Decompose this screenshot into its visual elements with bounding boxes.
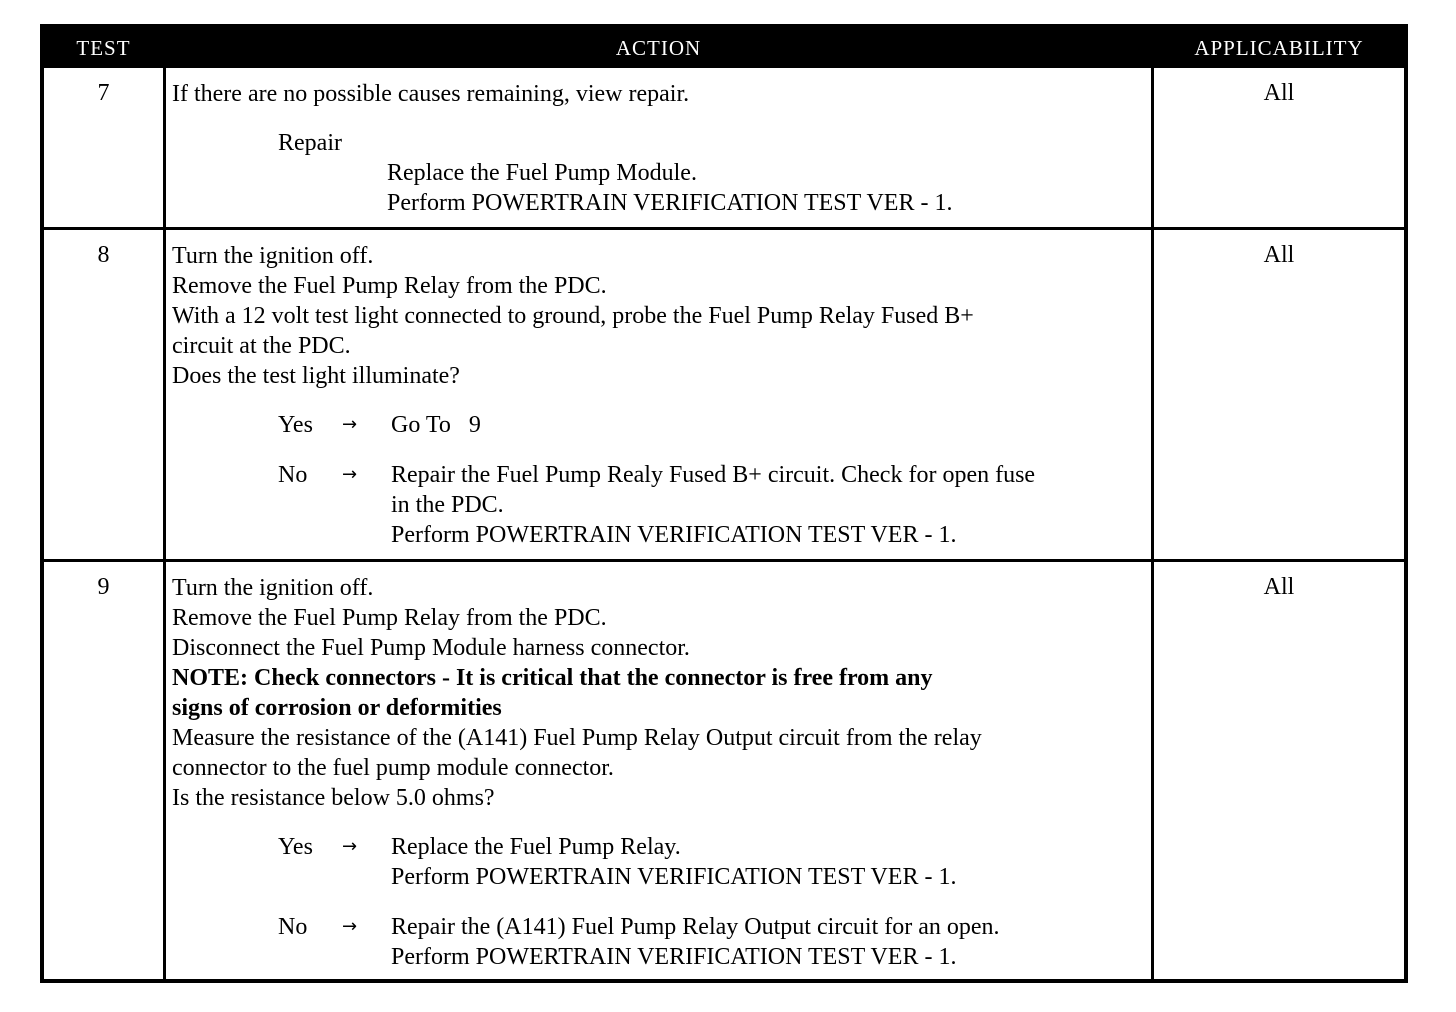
header-test: TEST — [76, 36, 131, 60]
arrow-icon: → — [342, 916, 358, 937]
action-line: Disconnect the Fuel Pump Module harness connector. — [172, 635, 690, 661]
no-result: Repair the Fuel Pump Realy Fused B+ circuit. Check for open fuse — [391, 462, 1036, 488]
no-result: Repair the (A141) Fuel Pump Relay Output circuit for an open. — [391, 914, 1000, 940]
test-number: 8 — [97, 242, 110, 268]
note-line: signs of corrosion or deformities — [172, 695, 502, 721]
action-line: With a 12 volt test light connected to ground, probe the Fuel Pump Relay Fused B+ — [172, 303, 974, 329]
applicability-value: All — [1263, 242, 1295, 268]
action-line: Turn the ignition off. — [172, 243, 374, 269]
arrow-icon: → — [342, 836, 358, 857]
yes-result: Replace the Fuel Pump Relay. — [391, 834, 681, 860]
arrow-icon: → — [342, 414, 358, 435]
action-line: If there are no possible causes remaining, view repair. — [172, 81, 690, 107]
yes-result: Go To 9 — [391, 412, 481, 438]
no-label: No — [278, 914, 308, 940]
applicability-value: All — [1263, 574, 1295, 600]
action-line: Remove the Fuel Pump Relay from the PDC. — [172, 605, 607, 631]
test-number: 7 — [97, 80, 110, 106]
repair-line: Replace the Fuel Pump Module. — [387, 160, 697, 186]
action-line: Turn the ignition off. — [172, 575, 374, 601]
note-line: NOTE: Check connectors - It is critical that the connector is free from any — [172, 665, 933, 691]
header-applicability: APPLICABILITY — [1194, 36, 1364, 60]
repair-label: Repair — [278, 130, 342, 156]
column-divider — [1151, 68, 1154, 979]
yes-label: Yes — [278, 412, 313, 438]
no-result: Perform POWERTRAIN VERIFICATION TEST VER - 1. — [391, 944, 957, 970]
row-divider — [44, 227, 1404, 230]
action-line: Does the test light illuminate? — [172, 363, 460, 389]
diagnostic-test-table — [40, 24, 1408, 983]
applicability-value: All — [1263, 80, 1295, 106]
action-line: Remove the Fuel Pump Relay from the PDC. — [172, 273, 607, 299]
test-number: 9 — [97, 574, 110, 600]
row-divider — [44, 559, 1404, 562]
yes-result: Perform POWERTRAIN VERIFICATION TEST VER - 1. — [391, 864, 957, 890]
action-line: Measure the resistance of the (A141) Fuel Pump Relay Output circuit from the relay — [172, 725, 982, 751]
arrow-icon: → — [342, 464, 358, 485]
repair-line: Perform POWERTRAIN VERIFICATION TEST VER - 1. — [387, 190, 953, 216]
action-line: connector to the fuel pump module connector. — [172, 755, 614, 781]
header-action: ACTION — [615, 36, 702, 60]
table-header — [44, 28, 1404, 68]
no-label: No — [278, 462, 308, 488]
no-result: in the PDC. — [391, 492, 504, 518]
yes-label: Yes — [278, 834, 313, 860]
action-line: Is the resistance below 5.0 ohms? — [172, 785, 495, 811]
no-result: Perform POWERTRAIN VERIFICATION TEST VER - 1. — [391, 522, 957, 548]
action-line: circuit at the PDC. — [172, 333, 351, 359]
column-divider — [163, 68, 166, 979]
